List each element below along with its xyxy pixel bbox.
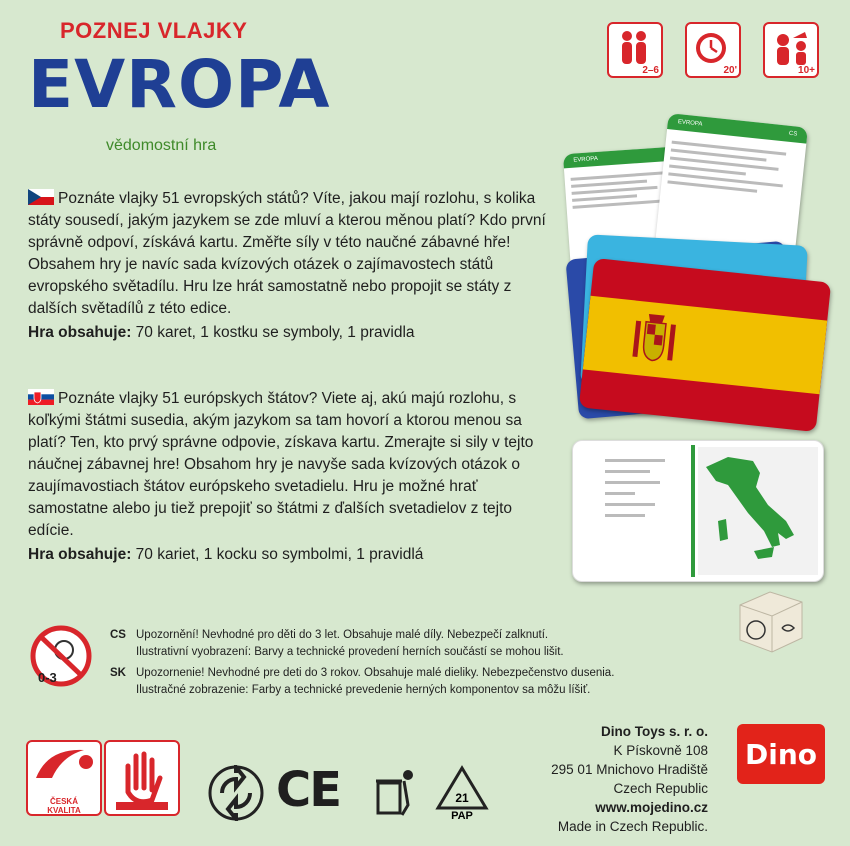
sk-warning-line2: Ilustračné zobrazenie: Farby a technické prevedenie herných komponentov sa môžu líšiť. xyxy=(136,684,591,696)
slovak-flag-icon xyxy=(28,389,54,405)
spain-flag-yellow xyxy=(583,296,827,394)
cz-contents-text: 70 karet, 1 kostku se symboly, 1 pravidla xyxy=(131,324,415,341)
address-country: Czech Republic xyxy=(613,781,708,796)
dice-icon xyxy=(730,580,810,660)
main-title: EVROPA xyxy=(28,46,331,123)
spain-coat-of-arms-icon xyxy=(630,311,679,369)
recycling-number: 21 xyxy=(455,791,469,805)
cz-contents xyxy=(28,322,548,344)
age-badge xyxy=(763,22,819,78)
sk-text-block xyxy=(28,388,548,542)
sk-text: Poznáte vlajky 51 európskych štátov? Viete aj, akú majú rozlohu, s koľkými štátmi susedia, akým jazykom sa tam hovorí a ktorou menou sa platí? Ten, kto prvý správne odpovie, získava kartu. Zmerajte si sily v tejto náučnej zábavnej hre! Obsahom hry je navyše sada kvízových otázok o zaujímavostiach štátov európskeho svetadielu. Hru je možné hrať samostatne alebo ju tiež prepojiť so štátmi z ďalších svetadielov z tejto edície. xyxy=(28,390,534,539)
players-label: 2–6 xyxy=(642,65,659,76)
cz-text-block xyxy=(28,188,548,320)
quality-swoosh-icon xyxy=(28,742,100,792)
sk-contents xyxy=(28,544,548,566)
cz-text: Poznáte vlajky 51 evropských států? Víte, jakou mají rozlohu, s kolika státy sousedí, jakým jazykem se zde mluví a kterou měnou platí? Kdo první správně odpoví, získává kartu. Změřte síly v této naučné zábavné hře! Obsahem hry je navíc sada kvízových otázek o zajímavostech států evropského světadílu. Hru lze hrát samostatně nebo propojit se státy z dalších světadílů z této edice. xyxy=(28,190,546,317)
sk-contents-text: 70 kariet, 1 kocku so symbolmi, 1 pravidlá xyxy=(131,546,424,563)
italy-map-icon xyxy=(698,447,818,575)
map-card-divider xyxy=(691,445,695,577)
waste-bin-icon xyxy=(372,765,418,821)
cs-warning-line2: Ilustrativní vyobrazení: Barvy a technické provedení herních součástí se mohou lišit. xyxy=(136,646,564,658)
card-lang-label: CS xyxy=(788,130,798,138)
ceska-kvalita-text xyxy=(28,797,100,815)
recycling-icon xyxy=(434,764,490,820)
map-card-info xyxy=(583,451,683,525)
green-dot-icon xyxy=(208,765,264,821)
cs-warning-text: Upozornění! Nevhodné pro děti do 3 let. Obsahuje malé díly. Nebezpečí zalknutí. xyxy=(136,629,549,641)
sk-contents-label: Hra obsahuje: xyxy=(28,546,132,563)
sk-warning-text: Upozornenie! Nevhodné pre deti do 3 rokov. Obsahuje malé dieliky. Nebezpečenstvo dusenia. xyxy=(136,667,615,679)
cz-contents-label: Hra obsahuje: xyxy=(28,324,132,341)
card-header-label: EVROPA xyxy=(677,119,703,128)
address-street: K Pískovně 108 xyxy=(613,743,708,758)
dino-logo: Dino xyxy=(737,724,825,784)
cs-code: CS xyxy=(110,629,126,641)
czech-flag-icon xyxy=(28,189,54,205)
sk-warning-line1 xyxy=(110,665,710,682)
game-info-badges xyxy=(607,22,819,78)
sk-code: SK xyxy=(110,667,126,679)
hand-logo xyxy=(104,740,180,816)
card-text-lines-right xyxy=(660,129,806,208)
address-city: 295 01 Mnichovo Hradiště xyxy=(551,762,708,777)
subtitle: vědomostní hra xyxy=(106,137,217,154)
sk-description xyxy=(28,388,548,566)
time-label: 20' xyxy=(723,65,737,76)
ceska-text: ČESKÁ xyxy=(49,797,78,806)
top-title: POZNEJ VLAJKY xyxy=(60,18,248,43)
players-badge xyxy=(607,22,663,78)
cs-warning-line1 xyxy=(110,627,710,644)
spain-flag-card xyxy=(579,258,831,432)
kvalita-text: KVALITA xyxy=(47,806,81,815)
age-warning-label: 0-3 xyxy=(38,670,57,685)
ce-mark: CE xyxy=(276,762,341,818)
company-address xyxy=(551,722,708,836)
ceska-kvalita-logo xyxy=(26,740,102,816)
warnings-block xyxy=(110,627,710,699)
cards-illustration xyxy=(560,110,850,610)
website-link[interactable]: www.mojedino.cz xyxy=(595,800,708,815)
made-in: Made in Czech Republic. xyxy=(557,819,708,834)
map-card xyxy=(572,440,824,582)
hand-icon xyxy=(106,742,178,814)
company-name: Dino Toys s. r. o. xyxy=(600,724,708,739)
card-header: EVROPA xyxy=(563,146,684,168)
age-label: 10+ xyxy=(798,65,815,76)
age-warning-icon xyxy=(26,624,96,694)
recycling-label: PAP xyxy=(451,810,473,820)
time-badge xyxy=(685,22,741,78)
cz-description xyxy=(28,188,548,344)
